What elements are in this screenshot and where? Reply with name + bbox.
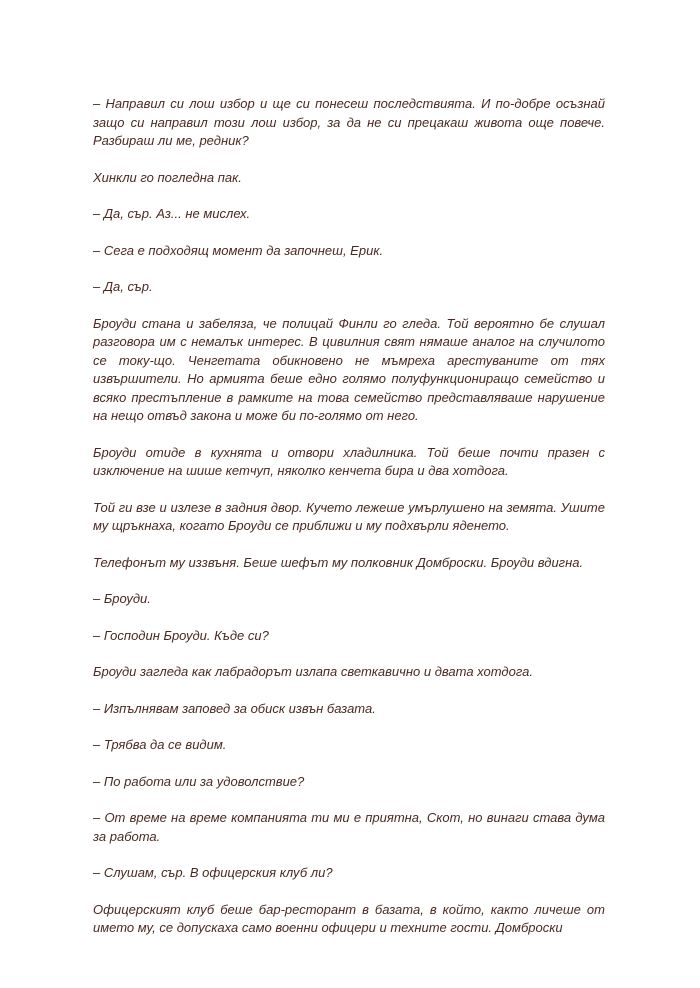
paragraph-3: – Да, сър. Аз... не мислех. xyxy=(93,206,251,221)
paragraph-17: – Слушам, сър. В офицерския клуб ли? xyxy=(93,865,333,880)
paragraph-11: – Господин Броуди. Къде си? xyxy=(93,627,269,643)
paragraph-4: – Сега е подходящ момент да започнеш, Ерик. xyxy=(93,242,384,258)
paragraph-6: Броуди стана и забеляза, че полицай Финли го гледа. Той вероятно бе слушал разговора им с немалък интерес. В цивилния свят нямаше аналог на случилото се току-що. Ченгетата обикновено не мъмреха арестуваните от тях извършители. Но армията беше едно голямо полуфункциониращо семейство и всяко престъпление в рамките на това семейство представляваше нарушение на нещо отвъд закона и може би по-голямо от него. xyxy=(93,315,605,423)
paragraph-2: Хинкли го погледна пак. xyxy=(93,169,242,185)
paragraph-10: – Броуди. xyxy=(93,591,151,606)
paragraph-9: Телефонът му иззвъня. Беше шефът му полковник Домброски. Броуди вдигна. xyxy=(93,554,584,570)
paragraph-14: – Трябва да се видим. xyxy=(93,737,227,752)
text-column xyxy=(93,95,605,956)
paragraph-18: Офицерският клуб беше бар-ресторант в базата, в който, както личеше от името му, се допускаха само военни офицери и техните гости. Домброски xyxy=(93,901,605,935)
paragraph-15: – По работа или за удоволствие? xyxy=(93,773,305,789)
paragraph-8: Той ги взе и излезе в задния двор. Кучето лежеше умърлушено на земята. Ушите му щръкнаха, когато Броуди се приближи и му подхвърли яденето. xyxy=(93,499,605,533)
paragraph-12: Броуди загледа как лабрадорът излапа светкавично и двата хотдога. xyxy=(93,664,533,679)
paragraph-1: – Направил си лош избор и ще си понесеш последствията. И по-добре осъзнай защо си направил този лош избор, за да не си прецакаш живота още повече. Разбираш ли ме, редник? xyxy=(93,96,605,148)
paragraph-5: – Да, сър. xyxy=(93,279,153,294)
paragraph-13: – Изпълнявам заповед за обиск извън базата. xyxy=(93,700,376,716)
paragraph-16: – От време на време компанията ти ми е приятна, Скот, но винаги става дума за работа. xyxy=(93,810,605,844)
paragraph-7: Броуди отиде в кухнята и отвори хладилника. Той беше почти празен с изключение на шише кетчуп, няколко кенчета бира и два хотдога. xyxy=(93,444,605,478)
